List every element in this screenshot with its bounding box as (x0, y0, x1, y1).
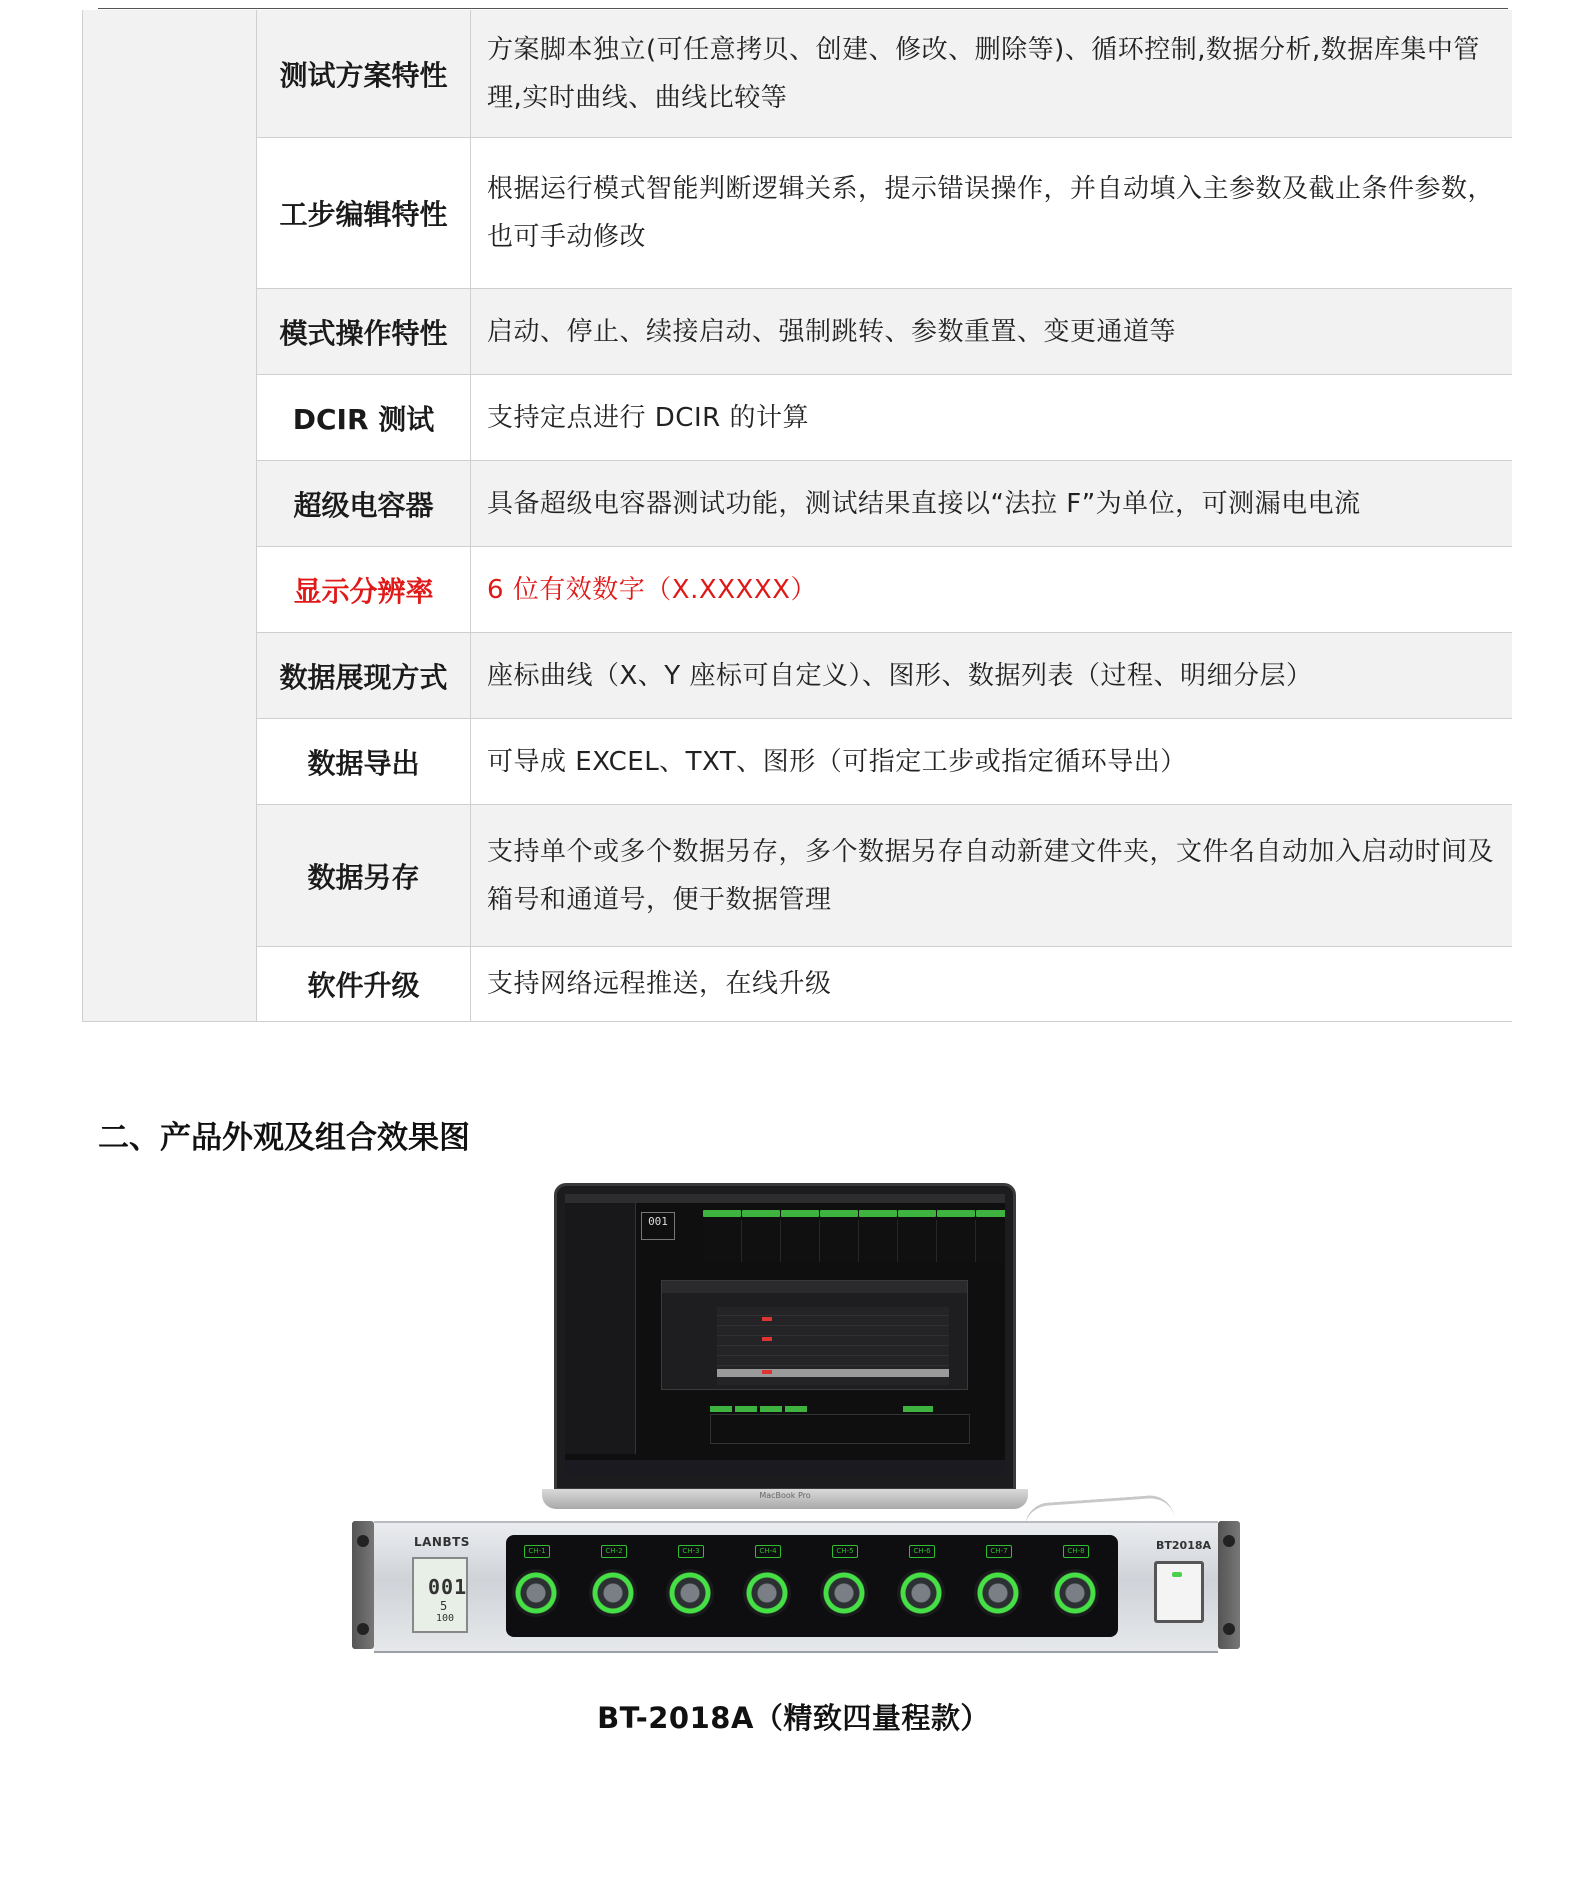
spec-row-data-save-as (257, 805, 1512, 947)
channel-port (589, 1569, 637, 1617)
channel-port (743, 1569, 791, 1617)
spec-desc: 支持网络远程推送，在线升级 (487, 969, 832, 999)
spec-desc: 根据运行模式智能判断逻辑关系，提示错误操作，并自动填入主参数及截止条件参数，也可手动修改 (487, 174, 1495, 252)
channel-port (897, 1569, 945, 1617)
channel-tag: CH-3 (678, 1545, 704, 1558)
product-image (352, 1183, 1240, 1653)
laptop-brand: MacBook Pro (759, 1491, 811, 1500)
channel-tag: CH-1 (524, 1545, 550, 1558)
spec-desc: 座标曲线（X、Y 座标可自定义）、图形、数据列表（过程、明细分层） (487, 660, 1313, 691)
spec-name: DCIR 测试 (257, 375, 471, 460)
spec-name: 软件升级 (257, 947, 471, 1021)
channel-tag: CH-8 (1063, 1545, 1089, 1558)
spec-desc: 支持定点进行 DCIR 的计算 (487, 402, 809, 433)
channel-port (820, 1569, 868, 1617)
product-caption: BT-2018A（精致四量程款） (597, 1701, 990, 1735)
spec-row-dcir (257, 375, 1512, 461)
spec-row-display-resolution (257, 547, 1512, 633)
channel-panel (506, 1535, 1118, 1637)
laptop-base (542, 1489, 1028, 1509)
power-button (1154, 1561, 1204, 1623)
spec-table-gutter (83, 10, 257, 1021)
device-lcd: 001 5 100 (412, 1557, 468, 1633)
spec-desc: 方案脚本独立(可任意拷贝、创建、修改、删除等)、循环控制,数据分析,数据库集中管理,实时曲线、曲线比较等 (487, 34, 1480, 113)
device-brand: LANBTS (414, 1535, 470, 1549)
tester-device (352, 1521, 1240, 1651)
channel-port (666, 1569, 714, 1617)
top-rule (98, 8, 1508, 9)
section-title: 二、产品外观及组合效果图 (98, 1120, 470, 1156)
spec-row-software-upgrade (257, 947, 1512, 1021)
spec-name: 超级电容器 (257, 461, 471, 546)
channel-port (1051, 1569, 1099, 1617)
spec-row-supercapacitor (257, 461, 1512, 547)
channel-tag: CH-4 (755, 1545, 781, 1558)
rack-body (374, 1521, 1218, 1653)
screen-dialog (661, 1280, 968, 1390)
channel-tag: CH-6 (909, 1545, 935, 1558)
rack-ear-right (1218, 1521, 1240, 1649)
spec-desc: 具备超级电容器测试功能，测试结果直接以“法拉 F”为单位，可测漏电电流 (487, 488, 1361, 519)
spec-row-mode-operation (257, 289, 1512, 375)
channel-port (974, 1569, 1022, 1617)
screen-lcd-readout: 001 (641, 1212, 675, 1240)
spec-row-data-export (257, 719, 1512, 805)
spec-name: 模式操作特性 (257, 289, 471, 374)
spec-name: 数据展现方式 (257, 633, 471, 718)
device-model: BT2018A (1156, 1539, 1212, 1552)
spec-row-step-edit (257, 138, 1512, 289)
spec-name: 显示分辨率 (257, 547, 471, 632)
spec-name: 工步编辑特性 (257, 138, 471, 288)
spec-row-data-display (257, 633, 1512, 719)
spec-desc: 6 位有效数字（X.XXXXX） (487, 574, 817, 605)
spec-table (82, 10, 1512, 1022)
spec-desc: 启动、停止、续接启动、强制跳转、参数重置、变更通道等 (487, 316, 1177, 347)
spec-name: 数据导出 (257, 719, 471, 804)
spec-row-test-scheme (257, 10, 1512, 138)
spec-desc: 支持单个或多个数据另存，多个数据另存自动新建文件夹，文件名自动加入启动时间及箱号和通道号，便于数据管理 (487, 836, 1495, 915)
laptop-screen (554, 1183, 1016, 1491)
rack-ear-left (352, 1521, 374, 1649)
power-led (1172, 1572, 1182, 1577)
software-screenshot (565, 1194, 1005, 1474)
channel-port (512, 1569, 560, 1617)
channel-tag: CH-2 (601, 1545, 627, 1558)
channel-tag: CH-5 (832, 1545, 858, 1558)
spec-desc: 可导成 EXCEL、TXT、图形（可指定工步或指定循环导出） (487, 746, 1187, 777)
spec-name: 数据另存 (257, 805, 471, 946)
spec-name: 测试方案特性 (257, 10, 471, 137)
channel-tag: CH-7 (986, 1545, 1012, 1558)
